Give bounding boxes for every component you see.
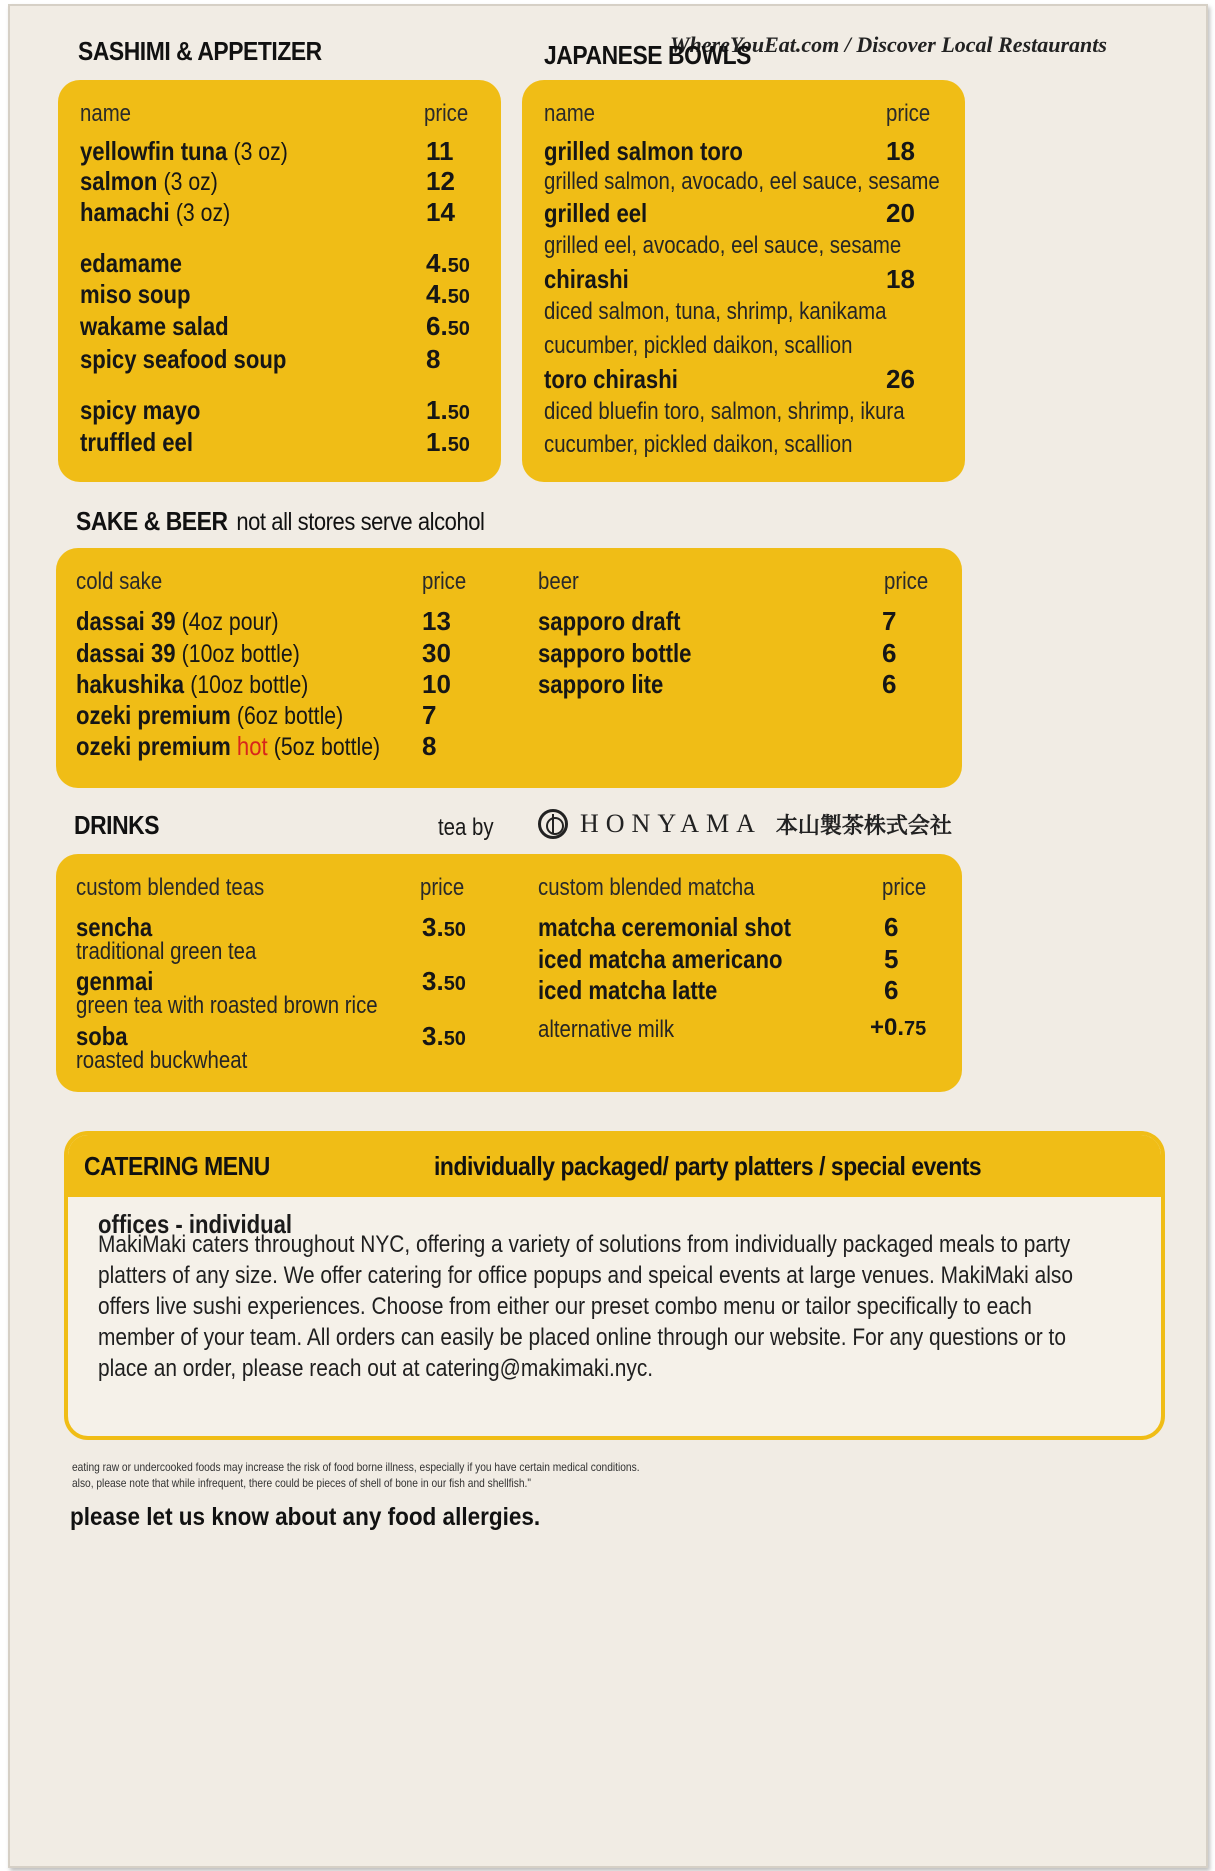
section-title-drinks: DRINKS — [74, 810, 160, 840]
catering-line: MakiMaki caters throughout NYC, offering a variety of solutions from individually packaged meals to party — [98, 1231, 1071, 1258]
beer-item-name: sapporo bottle — [538, 638, 692, 668]
sake-item-name: hakushika — [76, 669, 185, 699]
sashimi-item-name: yellowfin tuna — [80, 136, 228, 166]
tea-description: roasted buckwheat — [76, 1047, 248, 1074]
alcohol-note: not all stores serve alcohol — [236, 508, 485, 536]
sake-beer-title: SAKE & BEER — [76, 506, 228, 536]
tea-description: green tea with roasted brown rice — [76, 992, 378, 1019]
sashimi-item-price — [426, 248, 470, 279]
alt-milk-price-cents: 75 — [904, 1018, 927, 1040]
sake-item-qty: (5oz bottle) — [273, 733, 381, 761]
bowl-description: cucumber, pickled daikon, scallion — [544, 431, 853, 458]
sake-item-price: 8 — [422, 731, 437, 761]
sashimi-item-name: wakame salad — [80, 311, 229, 341]
price-cents: 50 — [447, 434, 470, 456]
sashimi-item-price — [426, 279, 470, 310]
section-title-sake-beer — [76, 506, 484, 537]
price-cents: 50 — [443, 919, 466, 941]
tea-price — [422, 966, 466, 997]
drinks-panel — [56, 854, 962, 1092]
honyama-logo — [538, 806, 952, 842]
sake-item-name: ozeki premium — [76, 731, 231, 761]
matcha-name: iced matcha latte — [538, 975, 718, 1005]
sashimi-item — [80, 166, 218, 197]
sashimi-panel — [58, 80, 501, 482]
tea-by-label: tea by — [438, 814, 494, 841]
sake-item-price: 13 — [422, 606, 451, 636]
price-main: 4. — [426, 279, 448, 309]
fine-print-1: eating raw or undercooked foods may increase the risk of food borne illness, especially if you have certain medical conditions. — [72, 1460, 640, 1474]
bowl-description: cucumber, pickled daikon, scallion — [544, 332, 853, 359]
beer-item-name: sapporo lite — [538, 669, 664, 699]
catering-description — [98, 1229, 1133, 1384]
sake-item — [76, 606, 279, 637]
price-main: 4. — [426, 248, 448, 278]
sake-item — [76, 700, 343, 731]
bowl-description: diced bluefin toro, salmon, shrimp, ikura — [544, 398, 905, 425]
sake-item-price: 7 — [422, 700, 437, 730]
tea-price — [422, 912, 466, 943]
sake-item-price: 10 — [422, 669, 451, 699]
sake-item-name: ozeki premium — [76, 700, 231, 730]
tea-name: genmai — [76, 966, 154, 996]
beer-header: beer — [538, 568, 579, 595]
allergy-notice: please let us know about any food allergies. — [70, 1503, 541, 1531]
catering-title: CATERING MENU — [84, 1151, 270, 1181]
matcha-header: custom blended matcha — [538, 874, 755, 901]
sashimi-col-name: name — [80, 100, 132, 127]
catering-line: platters of any size. We offer catering for office popups and speical events at large venues. MakiMaki also — [98, 1262, 1073, 1289]
alt-milk-price — [870, 1014, 926, 1042]
price-cents: 50 — [443, 973, 466, 995]
bowl-price: 20 — [886, 198, 915, 228]
sashimi-item-price — [426, 311, 470, 342]
sashimi-item — [80, 136, 288, 167]
matcha-price: 5 — [884, 944, 899, 974]
tea-description: traditional green tea — [76, 938, 257, 965]
sake-item-name: dassai 39 — [76, 606, 176, 636]
sake-item-qty: (10oz bottle) — [181, 640, 300, 668]
fine-print-2: also, please note that while infrequent, there could be pieces of shell of bone in our fish and shellfish." — [72, 1476, 531, 1490]
price-cents: 50 — [447, 255, 470, 277]
sake-item-qty: (10oz bottle) — [190, 671, 309, 699]
price-main: 1. — [426, 427, 448, 457]
alt-milk-price-main: +0. — [870, 1014, 905, 1041]
sake-item-qty: (6oz bottle) — [236, 702, 344, 730]
bowl-name: grilled salmon toro — [544, 136, 743, 166]
beer-col-price: price — [884, 568, 929, 595]
honyama-brand: HONYAMA — [580, 809, 762, 838]
matcha-name: matcha ceremonial shot — [538, 912, 792, 942]
honyama-emblem-icon — [538, 809, 568, 839]
bowl-description: grilled salmon, avocado, eel sauce, sesame — [544, 168, 940, 195]
beer-item-price: 6 — [882, 669, 897, 699]
catering-line: offers live sushi experiences. Choose from either our preset combo menu or tailor specifically to each — [98, 1293, 1032, 1320]
price-main: 6. — [426, 311, 448, 341]
tea-name: soba — [76, 1021, 128, 1051]
tea-name: sencha — [76, 912, 153, 942]
matcha-col-price: price — [882, 874, 927, 901]
price-cents: 50 — [443, 1028, 466, 1050]
price-main: 12 — [426, 166, 455, 196]
sake-item-price: 30 — [422, 638, 451, 668]
beer-item-price: 6 — [882, 638, 897, 668]
sashimi-item-name: spicy mayo — [80, 395, 201, 425]
sake-header: cold sake — [76, 568, 163, 595]
sashimi-item — [80, 427, 193, 458]
sashimi-item-price — [426, 197, 455, 228]
bowl-price: 18 — [886, 264, 915, 294]
sashimi-item — [80, 279, 191, 310]
sake-hot-label: hot — [236, 731, 268, 761]
section-title-bowls: JAPANESE BOWLS — [544, 40, 751, 70]
sashimi-item-price — [426, 166, 455, 197]
bowl-description: diced salmon, tuna, shrimp, kanikama — [544, 298, 887, 325]
sake-item — [76, 731, 380, 762]
sashimi-item-name: miso soup — [80, 279, 191, 309]
sake-beer-panel — [56, 548, 962, 788]
catering-tagline: individually packaged/ party platters / special events — [434, 1151, 982, 1181]
price-main: 3. — [422, 912, 444, 942]
sashimi-item — [80, 395, 200, 426]
catering-panel — [64, 1131, 1165, 1440]
sake-item — [76, 638, 300, 669]
sashimi-item-name: truffled eel — [80, 427, 193, 457]
price-main: 11 — [426, 136, 454, 166]
sashimi-item — [80, 248, 182, 279]
matcha-price: 6 — [884, 975, 899, 1005]
sashimi-item — [80, 311, 229, 342]
watermark: WhereYouEat.com / Discover Local Restaurants — [670, 32, 1107, 57]
catering-subtitle: offices - individual — [98, 1209, 293, 1239]
teas-header: custom blended teas — [76, 874, 265, 901]
beer-item-name: sapporo draft — [538, 606, 681, 636]
sake-item-name: dassai 39 — [76, 638, 176, 668]
sashimi-item-name: spicy seafood soup — [80, 344, 287, 374]
sashimi-item-qty: (3 oz) — [175, 199, 231, 227]
price-main: 1. — [426, 395, 448, 425]
sashimi-item-price — [426, 427, 470, 458]
sake-item-qty: (4oz pour) — [181, 608, 279, 636]
bowl-name: toro chirashi — [544, 364, 678, 394]
sashimi-item-qty: (3 oz) — [163, 168, 218, 196]
matcha-price: 6 — [884, 912, 899, 942]
sashimi-item-price — [426, 395, 470, 426]
sashimi-item-name: salmon — [80, 166, 158, 196]
sashimi-item-qty: (3 oz) — [233, 138, 288, 166]
bowl-price: 18 — [886, 136, 915, 166]
catering-line: place an order, please reach out at catering@makimaki.nyc. — [98, 1355, 654, 1382]
sake-item — [76, 669, 308, 700]
bowl-name: chirashi — [544, 264, 629, 294]
bowl-name: grilled eel — [544, 198, 648, 228]
price-main: 3. — [422, 966, 444, 996]
bowls-col-name: name — [544, 100, 596, 127]
honyama-brand-jp: 本山製茶株式会社 — [775, 812, 952, 839]
bowl-price: 26 — [886, 364, 915, 394]
price-main: 14 — [426, 197, 455, 227]
sashimi-item-price — [426, 344, 440, 375]
sashimi-item-price — [426, 136, 454, 167]
sashimi-item — [80, 197, 230, 228]
bowls-col-price: price — [886, 100, 931, 127]
price-cents: 50 — [447, 402, 470, 424]
bowl-description: grilled eel, avocado, eel sauce, sesame — [544, 232, 902, 259]
price-cents: 50 — [447, 318, 470, 340]
matcha-name: iced matcha americano — [538, 944, 783, 974]
sashimi-item-name: edamame — [80, 248, 182, 278]
menu-page — [8, 4, 1208, 1868]
bowls-panel — [522, 80, 965, 482]
alt-milk-label: alternative milk — [538, 1016, 675, 1043]
sashimi-col-price: price — [424, 100, 469, 127]
section-title-sashimi: SASHIMI & APPETIZER — [78, 36, 322, 66]
sashimi-item — [80, 344, 286, 375]
price-main: 8 — [426, 344, 441, 374]
price-cents: 50 — [447, 286, 470, 308]
beer-item-price: 7 — [882, 606, 897, 636]
catering-line: member of your team. All orders can easily be placed online through our website. For any questions or to — [98, 1324, 1066, 1351]
price-main: 3. — [422, 1021, 444, 1051]
sashimi-item-name: hamachi — [80, 197, 170, 227]
tea-price — [422, 1021, 466, 1052]
sake-col-price: price — [422, 568, 467, 595]
teas-col-price: price — [420, 874, 465, 901]
